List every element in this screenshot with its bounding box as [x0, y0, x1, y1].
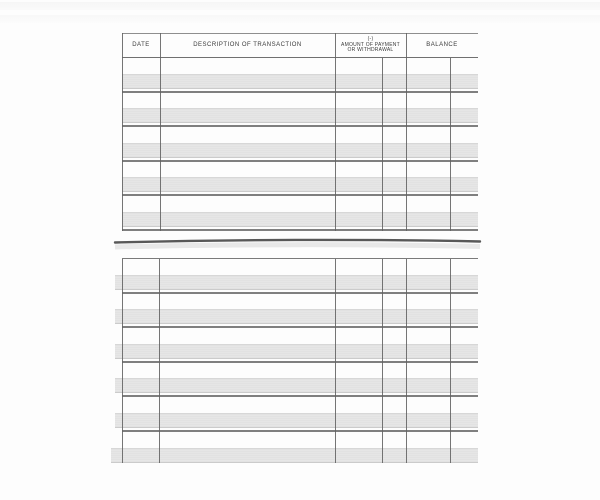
description-label: DESCRIPTION OF TRANSACTION — [193, 42, 302, 48]
register-row — [122, 328, 478, 363]
entry-shaded-band — [115, 378, 478, 393]
entry-shaded-band — [122, 212, 478, 227]
balance-cents-rule — [450, 58, 451, 231]
entry-shaded-band — [115, 275, 478, 290]
entry-shaded-band — [122, 108, 478, 123]
column-header-payment — [335, 34, 406, 57]
register-row — [122, 259, 478, 294]
column-header-balance — [406, 34, 478, 57]
page-fold-line — [105, 230, 490, 260]
entry-shaded-band — [115, 309, 478, 324]
payment-label-line2: OR WITHDRAWAL — [347, 47, 394, 54]
payment-label-line1: AMOUNT OF PAYMENT — [341, 41, 400, 48]
entry-shaded-band — [111, 448, 478, 463]
table-left-rule — [122, 259, 123, 463]
register-row — [122, 93, 478, 128]
scan-artifact-streak — [0, 2, 600, 10]
balance-label: BALANCE — [426, 42, 458, 48]
register-row — [122, 196, 478, 231]
register-row — [122, 432, 478, 467]
date-column-rule — [159, 259, 160, 463]
entry-shaded-band — [122, 143, 478, 158]
balance-cents-rule — [450, 259, 451, 463]
register-row — [122, 397, 478, 432]
entry-shaded-band — [122, 177, 478, 192]
entry-shaded-band — [122, 74, 478, 89]
register-row — [122, 58, 478, 93]
table-left-rule — [122, 33, 123, 231]
register-row — [122, 127, 478, 162]
column-header-date — [122, 34, 160, 57]
register-row — [122, 294, 478, 329]
payment-column-rule — [335, 33, 336, 231]
entry-shaded-band — [115, 413, 478, 428]
balance-column-rule — [406, 259, 407, 463]
payment-column-rule — [335, 259, 336, 463]
register-row — [122, 363, 478, 398]
payment-sign-label: (-) — [367, 36, 374, 43]
register-row — [122, 162, 478, 197]
column-header-description — [160, 34, 335, 57]
payment-cents-rule — [382, 58, 383, 231]
column-header-row — [122, 33, 478, 58]
date-column-rule — [160, 33, 161, 231]
payment-cents-rule — [382, 259, 383, 463]
date-label: DATE — [132, 42, 150, 48]
balance-column-rule — [406, 33, 407, 231]
scan-artifact-streak — [0, 15, 600, 23]
entry-shaded-band — [115, 344, 478, 359]
register-top-panel — [122, 33, 478, 231]
page-fold — [105, 230, 490, 260]
register-bottom-panel — [122, 258, 478, 467]
